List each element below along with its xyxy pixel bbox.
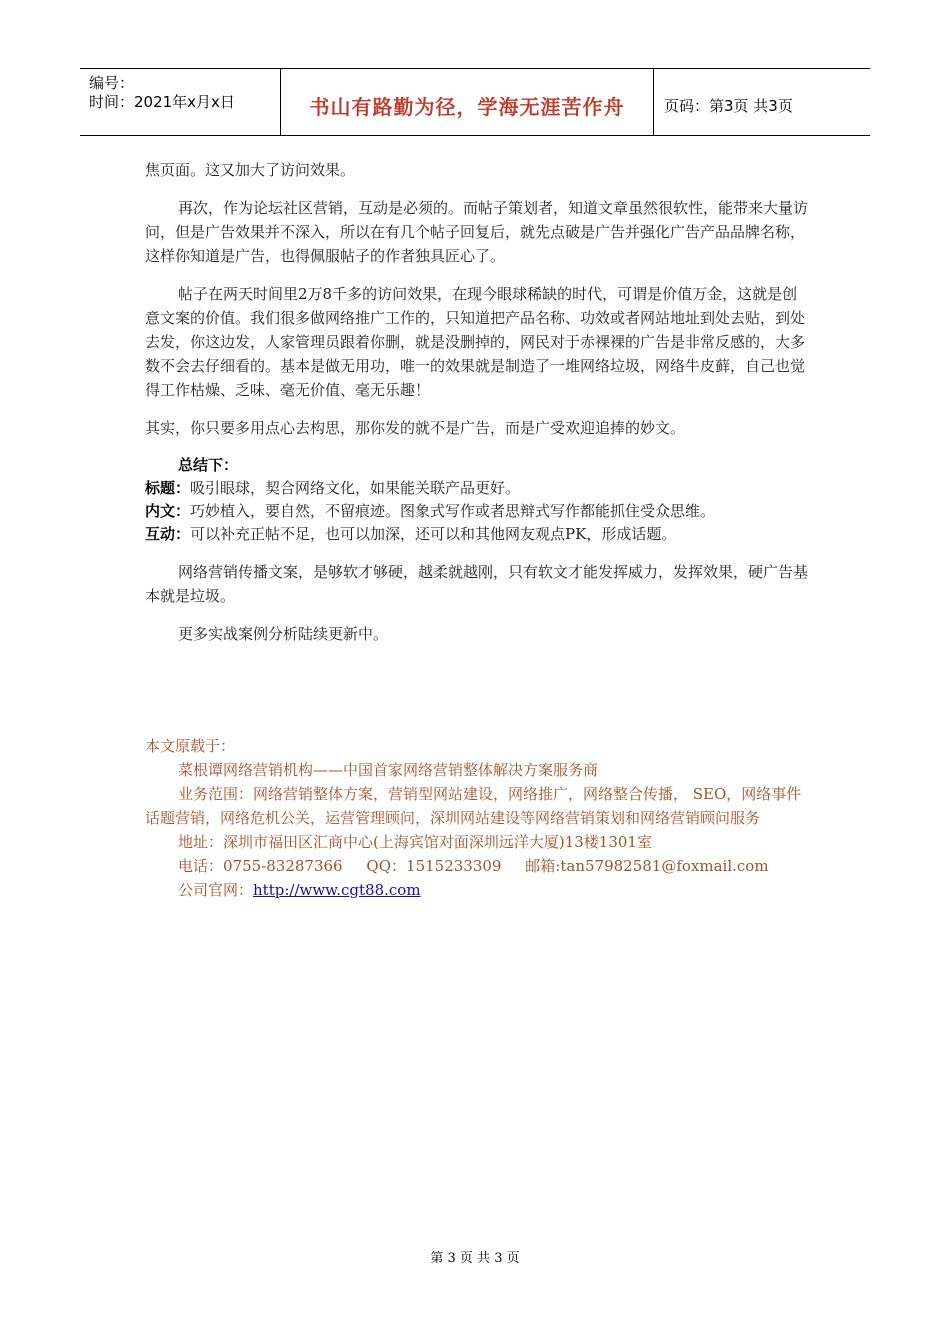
source-scope: 业务范围：网络营销整体方案，营销型网站建设，网络推广，网络整合传播， SEO，网络事件话题营销，网络危机公关，运营管理顾问，深圳网站建设等网络营销策划和网络营销顾问服务: [145, 785, 802, 827]
paragraph: 其实，你只要多用点心去构思，那你发的就不是广告，而是广受欢迎追捧的妙文。: [145, 419, 686, 437]
summary-item: 互动：可以补充正帖不足，也可以加深，还可以和其他网友观点PK，形成话题。: [145, 525, 677, 543]
site-link[interactable]: http://www.cgt88.com: [253, 881, 421, 899]
paragraph: 网络营销传播文案，是够软才够硬，越柔就越刚，只有软文才能发挥威力，发挥效果，硬广告基本就是垃圾。: [145, 563, 809, 605]
header-motto-cell: [281, 69, 654, 135]
document-number: 编号：: [89, 74, 135, 92]
header-motto: 书山有路勤为径，学海无涯苦作舟: [309, 94, 625, 119]
source-site: [145, 878, 810, 902]
source-block: [145, 734, 810, 902]
summary-item: 内文：巧妙植入，要自然，不留痕迹。图象式写作或者思辩式写作都能抓住受众思维。: [145, 502, 716, 520]
paragraph: 更多实战案例分析陆续更新中。: [178, 625, 389, 643]
document-date: 时间：2021年x月x日: [89, 93, 235, 111]
summary-block: [145, 454, 810, 546]
page-header: [80, 68, 870, 136]
header-meta: [80, 69, 281, 135]
page-footer: 第 3 页 共 3 页: [430, 1251, 520, 1266]
header-page-info: 页码：第3页 共3页: [664, 96, 793, 115]
source-contact: 电话：0755-83287366 QQ：1515233309 邮箱:tan57982581@foxmail.com: [178, 857, 769, 875]
paragraph: 帖子在两天时间里2万8千多的访问效果，在现今眼球稀缺的时代，可谓是价值万金，这就是创意文案的价值。我们很多做网络推广工作的，只知道把产品名称、功效或者网站地址到处去贴，到处去发，你这边发，人家管理员跟着你删，就是没删掉的，网民对于赤裸裸的广告是非常反感的，大多数不会去仔细看的。基本是做无用功，唯一的效果就是制造了一堆网络垃圾，网络牛皮藓，自己也觉得工作枯燥、乏味、毫无价值、毫无乐趣！: [145, 285, 806, 399]
article-body: [145, 158, 810, 646]
site-label: 公司官网：: [178, 881, 254, 899]
paragraph: 再次，作为论坛社区营销，互动是必须的。而帖子策划者，知道文章虽然很软性，能带来大量访问，但是广告效果并不深入，所以在有几个帖子回复后，就先点破是广告并强化广告产品品牌名称，这样你知道是广告，也得佩服帖子的作者独具匠心了。: [145, 199, 809, 265]
source-address: 地址：深圳市福田区汇商中心(上海宾馆对面深圳远洋大厦)13楼1301室: [178, 833, 652, 851]
source-org: 菜根谭网络营销机构——中国首家网络营销整体解决方案服务商: [178, 761, 599, 779]
header-page-cell: [654, 69, 870, 135]
summary-item: 标题：吸引眼球，契合网络文化，如果能关联产品更好。: [145, 479, 521, 497]
paragraph: 焦页面。这又加大了访问效果。: [145, 161, 356, 179]
summary-title: 总结下：: [178, 456, 239, 474]
source-title: 本文原载于：: [145, 737, 236, 755]
